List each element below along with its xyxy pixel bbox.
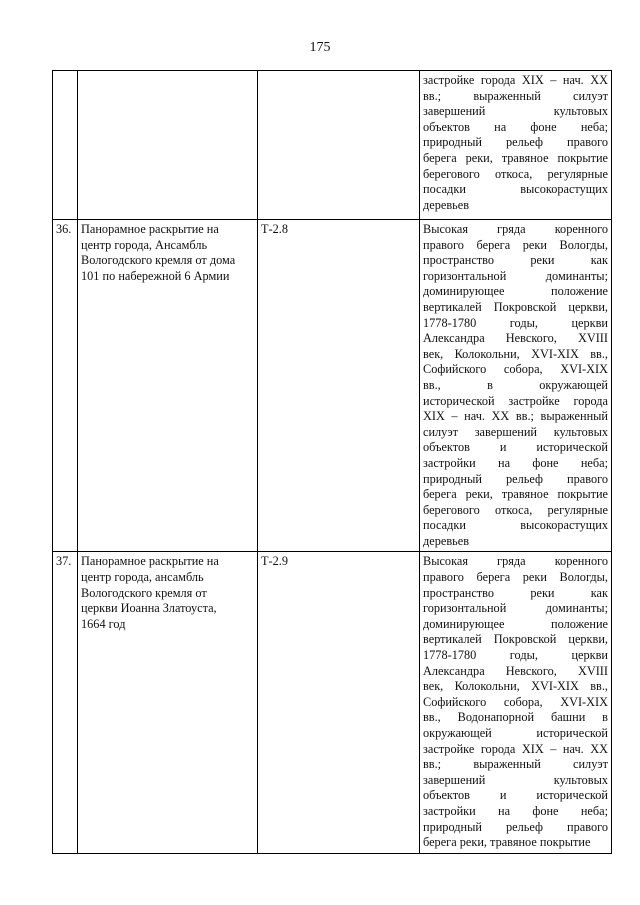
name-line: Вологодского кремля от [81, 585, 207, 600]
description-line: природный рельеф правого [423, 819, 608, 834]
row-number-cell: 36. [53, 220, 78, 552]
description-line: застройке города XIX – нач. XX [423, 73, 608, 87]
row-name-cell [78, 220, 258, 552]
row-number-cell [53, 71, 78, 220]
description-line: Александра Невского, XVIII [423, 331, 608, 346]
row-name-cell [78, 71, 258, 220]
name-line: 1664 год [81, 616, 126, 631]
description-line: Софийского собора, XVI-XIX [423, 694, 608, 709]
description-line: объектов и исторической [423, 440, 608, 455]
table-row [53, 220, 612, 552]
description-line: вв.; выраженный силуэт [423, 88, 608, 103]
description-line: Высокая гряда коренного [423, 554, 608, 569]
description-line: Софийского собора, XVI-XIX [423, 362, 608, 377]
description-line: Высокая гряда коренного [423, 222, 608, 236]
description-line: правого берега реки Вологды, [423, 570, 608, 585]
description-line: вв., Водонапорной башни в [423, 710, 608, 725]
description-line: вв.; выраженный силуэт [423, 757, 608, 772]
row-description-cell [420, 220, 612, 552]
table-row [53, 552, 612, 853]
description-line: пространство реки как [423, 585, 608, 600]
description-line: вертикалей Покровской церкви, [423, 299, 608, 314]
description-line: берега реки, травяное покрытие [423, 835, 591, 850]
description-line: завершений культовых [423, 104, 608, 119]
row-number-cell: 37. [53, 552, 78, 853]
description-line: силуэт завершений культовых [423, 424, 608, 439]
row-code-cell: Т-2.8 [258, 220, 420, 552]
row-description-cell [420, 71, 612, 220]
objects-table [52, 70, 612, 854]
description-line: завершений культовых [423, 772, 608, 787]
description-line: берега реки, травяное покрытие [423, 487, 608, 502]
description-line: доминирующее положение [423, 616, 608, 631]
description-line: 1778-1780 годы, церкви [423, 315, 608, 330]
description-line: объектов на фоне неба; [423, 119, 608, 134]
name-line: центр города, Ансамбль [81, 237, 208, 252]
row-name-cell [78, 552, 258, 853]
description-line: деревьев [423, 197, 469, 212]
name-line: Вологодского кремля от дома [81, 253, 236, 268]
description-line: берегового откоса, регулярные [423, 166, 608, 181]
description-line: вв., в окружающей [423, 377, 608, 392]
description-line: горизонтальной доминанты; [423, 268, 608, 283]
description-line: исторической застройке города [423, 393, 608, 408]
name-line: Панорамное раскрытие на [81, 554, 219, 569]
description-line: объектов и исторической [423, 788, 608, 803]
description-line: окружающей исторической [423, 726, 608, 740]
name-line: церкви Иоанна Златоуста, [81, 601, 217, 616]
description-line: природный рельеф правого [423, 135, 608, 150]
description-line: 1778-1780 годы, церкви [423, 648, 608, 663]
row-code-cell [258, 71, 420, 220]
description-line: XIX – нач. XX вв.; выраженный [423, 409, 608, 424]
description-line: век, Колокольни, XVI-XIX вв., [423, 346, 608, 361]
description-line: берегового откоса, регулярные [423, 502, 608, 517]
description-line: век, Колокольни, XVI-XIX вв., [423, 679, 608, 694]
description-line: застройки на фоне неба; [423, 803, 608, 818]
description-line: застройки на фоне неба; [423, 455, 608, 470]
description-line: Александра Невского, XVIII [423, 663, 608, 678]
description-line: застройке города XIX – нач. XX [423, 741, 608, 756]
row-code-cell: Т-2.9 [258, 552, 420, 853]
description-line: вертикалей Покровской церкви, [423, 632, 608, 647]
name-line: 101 по набережной 6 Армии [81, 268, 230, 283]
description-line: доминирующее положение [423, 284, 608, 299]
description-line: посадки высокорастущих [423, 182, 608, 197]
table-row [53, 71, 612, 220]
description-line: берега реки, травяное покрытие [423, 150, 608, 165]
description-line: деревьев [423, 533, 469, 548]
description-line: природный рельеф правого [423, 471, 608, 486]
description-line: правого берега реки Вологды, [423, 237, 608, 252]
name-line: центр города, ансамбль [81, 570, 204, 585]
description-line: горизонтальной доминанты; [423, 601, 608, 616]
name-line: Панорамное раскрытие на [81, 222, 219, 236]
page-number: 175 [309, 40, 331, 55]
row-description-cell [420, 552, 612, 853]
description-line: посадки высокорастущих [423, 518, 608, 533]
description-line: пространство реки как [423, 253, 608, 268]
